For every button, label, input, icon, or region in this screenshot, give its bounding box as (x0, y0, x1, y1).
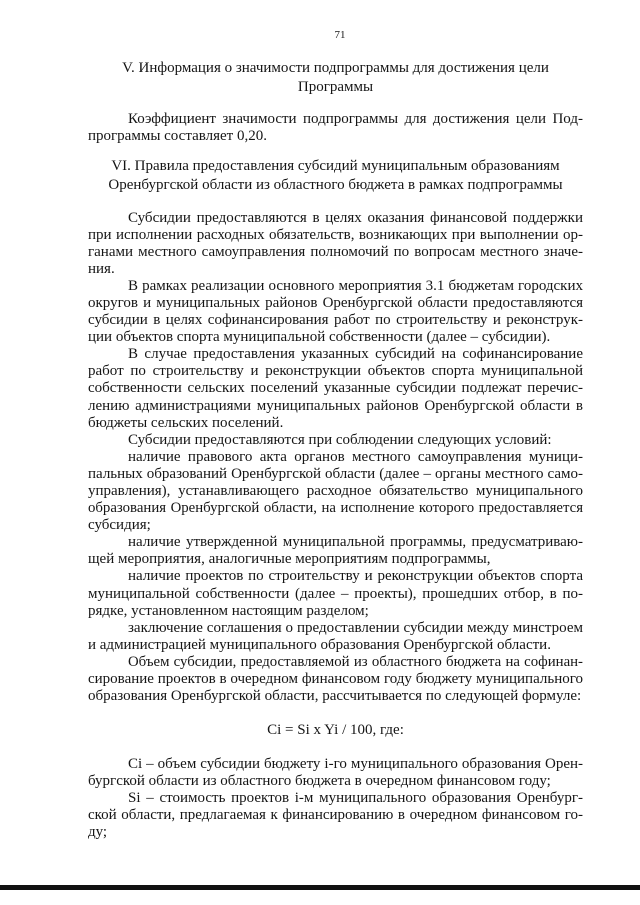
paragraph (88, 278, 583, 346)
text-line: бюджеты сельских поселений. (88, 414, 284, 431)
text-line: ния. (88, 260, 115, 277)
section-vi-body (88, 210, 583, 706)
text-line: при исполнении расходных обязательств, возникающих при выполнении ор- (88, 226, 583, 243)
text-line: Субсидии предоставляются в целях оказания финансовой поддержки (128, 209, 583, 226)
heading-line: VI. Правила предоставления субсидий муниципальным образованиям (111, 158, 560, 174)
heading-line: V. Информация о значимости подпрограммы для достижения цели (122, 60, 549, 76)
heading-line: Оренбургской области из областного бюджета в рамках подпрограммы (108, 177, 563, 193)
definition (88, 790, 583, 841)
text-line: ской области, предлагаемая к финансированию в очередном финансовом го- (88, 806, 583, 823)
text-line: пальных образований Оренбургской области (далее – органы местного само- (88, 465, 583, 482)
paragraph (88, 620, 583, 654)
paragraph (88, 432, 583, 449)
text-line: рядке, установленном настоящим разделом; (88, 602, 369, 619)
text-line: собственности сельских поселений указанные субсидии подлежат перечис- (88, 380, 583, 397)
text-line: муниципальной собственности (далее – проекты), прошедших отбор, в по- (88, 585, 583, 602)
paragraph (88, 346, 583, 431)
page-number: 71 (334, 29, 346, 41)
heading-line: Программы (297, 79, 374, 95)
text-line: образования Оренбургской области, рассчитывается по следующей формуле: (88, 688, 582, 705)
text-line: работ по строительству и реконструкции объектов спорта муниципальной (88, 363, 583, 380)
text-line: округов и муниципальных районов Оренбургской области предоставляются (88, 294, 583, 311)
text-line: наличие проектов по строительству и реконструкции объектов спорта (128, 568, 583, 585)
text-line: наличие утвержденной муниципальной программы, предусматриваю- (128, 534, 583, 551)
section-v-paragraph (88, 111, 583, 145)
formula-definitions (88, 756, 583, 841)
text-line: щей мероприятия, аналогичные мероприятиям подпрограммы, (88, 551, 491, 568)
text-line: образования Оренбургской области, на исполнение которого предоставляется (88, 500, 583, 517)
text-line: В рамках реализации основного мероприятия 3.1 бюджетам городских (128, 277, 583, 294)
scan-edge-line (0, 885, 640, 890)
text-line: ганами местного самоуправления полномочий по вопросам местного значе- (88, 243, 583, 260)
section-vi-heading (88, 157, 583, 195)
text-line: лению администрациями муниципальных районов Оренбургской области в (88, 397, 583, 414)
text-line: субсидия; (88, 517, 151, 534)
text-line: Коэффициент значимости подпрограммы для достижения цели Под- (128, 111, 583, 127)
paragraph (88, 534, 583, 568)
text-line: программы составляет 0,20. (88, 128, 267, 144)
text-line: ции объектов спорта муниципальной собственности (далее – субсидии). (88, 329, 551, 346)
text-line: субсидии в целях софинансирования работ по строительству и реконструк- (88, 312, 583, 329)
text-line: Si – стоимость проектов i-м муниципального образования Оренбург- (128, 789, 583, 806)
text-line: сирование проектов в очередном финансовом году бюджету муниципального (88, 671, 583, 688)
text-line: заключение соглашения о предоставлении субсидии между минстроем (128, 619, 583, 636)
text-line: В случае предоставления указанных субсидий на софинансирование (128, 346, 583, 363)
paragraph (88, 568, 583, 619)
paragraph (88, 449, 583, 534)
text-line: бургской области из областного бюджета в очередном финансовом году; (88, 772, 551, 789)
text-line: и администрацией муниципального образования Оренбургской области. (88, 636, 551, 653)
paragraph (88, 210, 583, 278)
text-line: управления), устанавливающего расходное обязательство муниципального (88, 483, 583, 499)
text-line: Субсидии предоставляются при соблюдении следующих условий: (128, 431, 552, 448)
section-v-heading (88, 59, 583, 97)
formula-block (88, 721, 583, 739)
formula: Ci = Si x Yi / 100, где: (267, 722, 404, 738)
text-line: ду; (88, 823, 108, 840)
text-line: Объем субсидии, предоставляемой из областного бюджета на софинан- (128, 653, 583, 670)
text-line: наличие правового акта органов местного самоуправления муници- (128, 448, 583, 465)
definition (88, 756, 583, 790)
paragraph (88, 654, 583, 705)
text-line: Ci – объем субсидии бюджету i-го муниципального образования Орен- (128, 755, 583, 772)
